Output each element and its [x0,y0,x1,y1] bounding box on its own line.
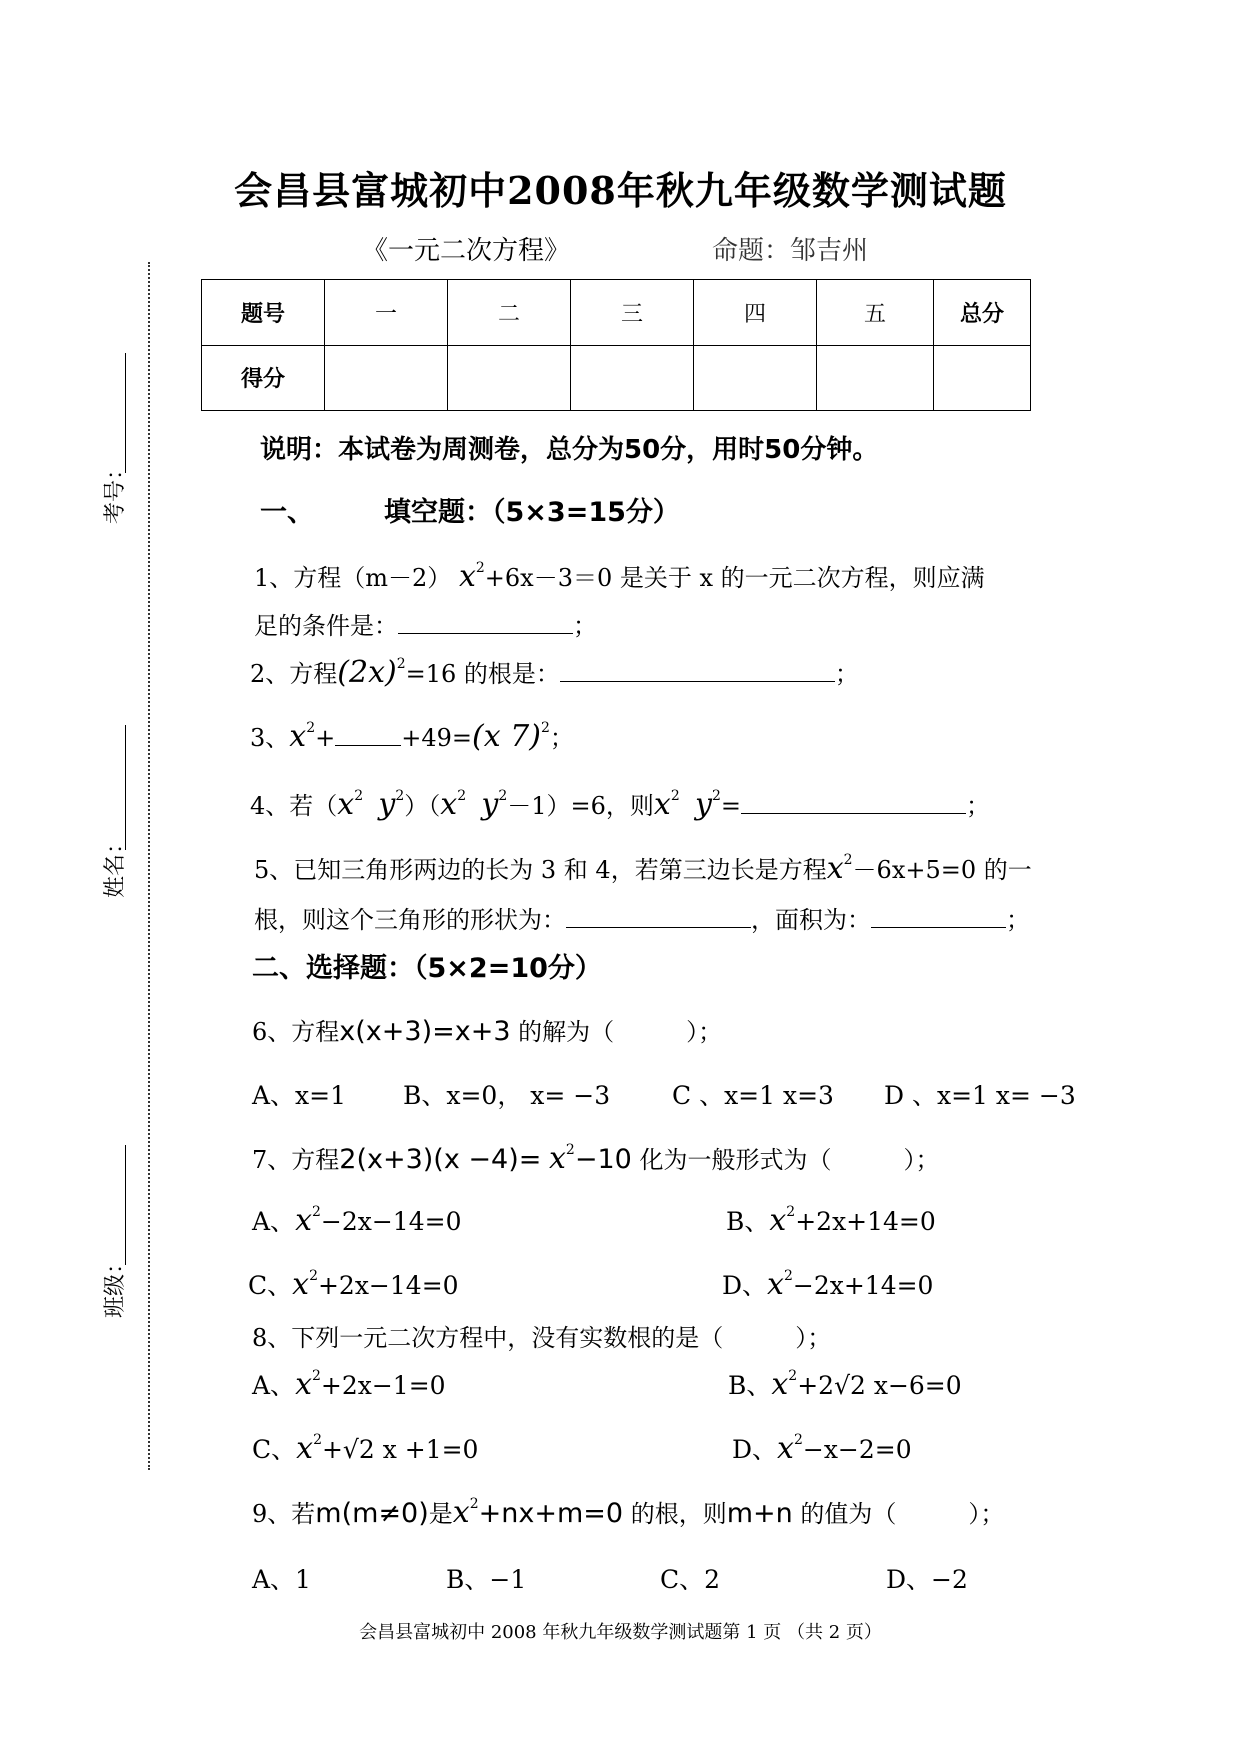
q3-sup: 2 [306,720,316,736]
q7-option-a-var: x [295,1203,312,1238]
q8-option-a-label: A、 [252,1371,296,1400]
q2-sup: 2 [396,656,406,672]
q8-option-a[interactable] [252,1366,446,1402]
q4-y1: y [378,787,396,822]
q3-post: +49= [401,724,472,752]
header-cell-3: 三 [571,280,694,346]
q5-pre: 5、已知三角形两边的长为 3 和 4，若第三边长是方程 [254,856,827,884]
q2-pre: 2、方程 [250,660,338,688]
header-cell-4: 四 [694,280,817,346]
q7-pre: 7、方程 [252,1146,340,1174]
q2-expr: (2x) [337,655,397,690]
score-cell[interactable] [817,345,934,411]
q1-line2: 足的条件是： [254,612,398,640]
q2-answer-blank[interactable] [560,659,835,682]
section1-heading [260,490,680,529]
q9-option-c[interactable]: C、2 [660,1565,721,1594]
score-cell[interactable] [448,345,571,411]
q6-option-a[interactable]: A、x=1 [252,1081,347,1110]
subtitle: 《一元二次方程》 [362,236,571,266]
score-cell[interactable] [325,345,448,411]
q7-option-b[interactable] [726,1202,936,1238]
q7-option-a-expr: −2x−14=0 [320,1207,462,1236]
header-cell-2: 二 [448,280,571,346]
q5-end: ； [1006,906,1030,934]
question-7 [252,1140,939,1176]
name-label: 姓名： [103,831,128,898]
question-8: 8、下列一元二次方程中，没有实数根的是（ ）； [252,1324,832,1352]
q4-x3: x [653,787,671,822]
q7-option-c-expr: +2x−14=0 [317,1271,459,1300]
q8-option-c-label: C、 [252,1435,297,1464]
q4-end: ； [966,792,990,820]
q1-var: x [458,559,476,594]
q7-expr: 2(x+3)(x −4)= [339,1144,542,1175]
q4-y2: y [481,787,499,822]
q9-var: x [452,1495,470,1530]
question-5-line2 [254,900,1030,935]
q8-option-b-sup: 2 [788,1368,798,1384]
q6-expr: x(x+3)=x+3 [339,1016,511,1047]
q5-var: x [826,851,844,886]
q7-option-b-expr: +2x+14=0 [795,1207,936,1236]
q4-answer-blank[interactable] [741,791,966,814]
score-table [201,279,1031,411]
q8-option-a-sup: 2 [311,1368,321,1384]
q3-expr: (x 7) [472,719,541,754]
q7-option-a-label: A、 [252,1207,296,1236]
exam-no-label: 考号： [103,457,128,524]
q8-option-c-sup: 2 [313,1432,322,1448]
q1-end: ； [573,612,597,640]
q7-option-b-label: B、 [726,1207,770,1236]
q1-text-post: +6x－3＝0 是关于 x 的一元二次方程，则应满 [484,564,985,592]
q9-post2: 的值为（ ）； [800,1500,1005,1528]
q7-option-d-sup: 2 [783,1268,793,1284]
q6-post: 的解为（ ）； [518,1018,723,1046]
score-cell[interactable] [934,345,1031,411]
section2-heading: 二、选择题：（5×2=10分） [252,953,602,984]
question-5-line1 [254,850,1032,886]
q2-post: =16 的根是： [405,660,560,688]
q4-mid2: －1）=6，则 [507,792,654,820]
header-cell-total: 总分 [934,280,1031,346]
q1-answer-blank[interactable] [398,611,573,634]
q4-sup: 2 [670,788,680,804]
author: 命题：邹吉州 [712,236,869,266]
q3-pre: 3、 [250,724,290,752]
q9-expr2: +nx+m=0 [478,1498,624,1529]
q4-x1: x [337,787,355,822]
q8-option-a-expr: +2x−1=0 [320,1371,446,1400]
q4-post: = [720,792,741,820]
q8-option-d-sup: 2 [793,1432,803,1448]
q9-option-d[interactable]: D、−2 [886,1565,968,1594]
q4-sup: 2 [354,788,364,804]
q9-expr: m(m≠0) [315,1498,429,1529]
q9-option-a[interactable]: A、1 [252,1565,311,1594]
q6-pre: 6、方程 [252,1018,340,1046]
q7-option-d-var: x [767,1267,784,1302]
q6-option-c[interactable]: C 、x=1 x=3 [672,1081,834,1110]
q3-plus: + [315,724,336,752]
q7-option-d-expr: −2x+14=0 [792,1271,934,1300]
instructions-note: 说明：本试卷为周测卷，总分为50分，用时50分钟。 [260,435,879,465]
q7-option-d[interactable] [722,1266,933,1302]
q8-option-b-var: x [771,1367,789,1402]
q2-end: ； [834,660,859,688]
section1-number: 一、 [260,497,314,528]
q8-option-c-expr: +√2 x +1=0 [321,1435,479,1464]
score-table-score-row [202,345,1031,411]
question-3 [250,718,574,754]
question-6 [252,1012,722,1047]
page-footer: 会昌县富城初中 2008 年秋九年级数学测试题第 1 页 （共 2 页） [359,1622,882,1643]
class-line [125,1145,126,1265]
q8-option-b-expr: +2√2 x−6=0 [797,1371,962,1400]
q8-option-b[interactable] [728,1366,962,1402]
header-cell-5: 五 [817,280,934,346]
q5-post: －6x+5=0 的一 [852,856,1032,884]
q4-sup: 2 [711,788,721,804]
q7-var: x [549,1141,566,1176]
q3-answer-blank[interactable] [335,723,401,746]
class-label: 班级： [103,1251,128,1318]
q1-text-pre: 1、方程（m－2） [254,564,452,592]
q8-option-d-label: D、 [732,1435,778,1464]
q7-option-a[interactable] [252,1202,461,1238]
q8-option-d[interactable] [732,1430,912,1466]
q7-option-a-sup: 2 [311,1204,321,1220]
q7-option-b-sup: 2 [786,1204,796,1220]
q8-option-b-label: B、 [728,1371,772,1400]
q3-sup2: 2 [540,720,550,736]
q7-option-c-sup: 2 [309,1268,318,1284]
score-row-label: 得分 [202,345,325,411]
q4-y3: y [695,787,712,822]
q1-sup: 2 [475,560,485,576]
q5-line2-pre: 根，则这个三角形的形状为： [254,906,566,934]
q9-option-b[interactable]: B、−1 [446,1565,527,1594]
q7-option-c[interactable] [248,1266,459,1302]
exam-no-line [125,353,126,473]
q7-option-b-var: x [769,1203,787,1238]
q9-post: 的根，则 [630,1500,727,1528]
q7-expr2: −10 [574,1144,632,1175]
binding-dotted-line [148,262,150,1470]
q7-option-c-var: x [292,1267,310,1302]
q4-sup: 2 [457,788,467,804]
q8-option-d-expr: −x−2=0 [802,1435,912,1464]
q4-sup: 2 [498,788,508,804]
score-cell[interactable] [694,345,817,411]
q6-option-d[interactable]: D 、x=1 x= −3 [884,1081,1076,1110]
score-table-header-row [202,280,1031,346]
question-1-line1 [254,558,985,594]
score-cell[interactable] [571,345,694,411]
page-title: 会昌县富城初中2008年秋九年级数学测试题 [234,168,1007,213]
q9-sup: 2 [469,1496,479,1512]
q8-option-c[interactable] [252,1430,478,1466]
q5-area-blank[interactable] [871,905,1006,928]
header-cell-number: 题号 [202,280,325,346]
q4-x2: x [440,787,458,822]
section1-title: 填空题：（5×3=15分） [384,497,680,528]
q7-post: 化为一般形式为（ ）； [639,1146,940,1174]
question-2 [250,654,859,690]
q9-mid: 是 [428,1500,453,1528]
q7-sup: 2 [565,1142,575,1158]
q5-line2-mid: ，面积为： [751,906,871,934]
header-cell-1: 一 [325,280,448,346]
q3-var: x [289,719,307,754]
q7-option-d-label: D、 [722,1271,768,1300]
q6-option-b[interactable]: B、x=0， x= −3 [403,1081,611,1110]
q9-pre: 9、若 [252,1500,316,1528]
q8-option-d-var: x [777,1431,794,1466]
question-1-line2 [254,606,597,641]
q9-expr3: m+n [726,1498,793,1529]
question-4 [250,786,990,822]
q4-pre: 4、若（ [250,792,338,820]
q8-option-c-var: x [296,1431,314,1466]
q5-sup: 2 [843,852,853,868]
q4-mid1: ）（ [404,792,441,820]
q3-end: ； [549,724,574,752]
q5-shape-blank[interactable] [566,905,751,928]
q7-option-c-label: C、 [248,1271,293,1300]
q4-sup: 2 [395,788,405,804]
q8-option-a-var: x [295,1367,312,1402]
question-9 [252,1494,1004,1530]
